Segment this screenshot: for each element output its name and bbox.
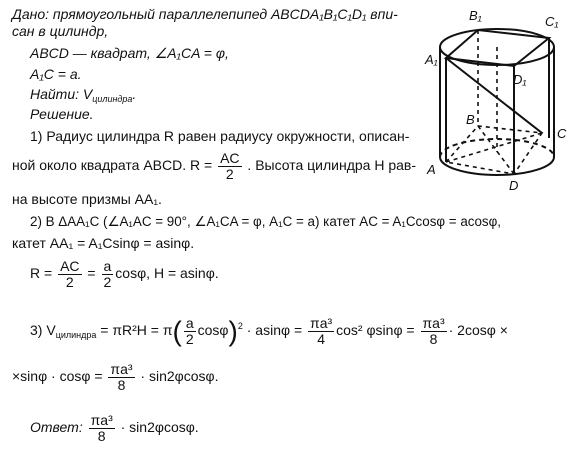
given-line-4: A₁C = a. xyxy=(30,66,82,82)
diagonal-a1-c xyxy=(446,58,542,133)
label-c1: C₁ xyxy=(545,14,559,29)
step1-line2-post: . Высота цилиндра H рав- xyxy=(247,157,417,174)
step3-p3: cos² φsinφ = xyxy=(336,322,415,339)
step3-fraction-d xyxy=(108,362,134,393)
step3-fb-den: 4 xyxy=(317,331,325,347)
step2-f2-num: a xyxy=(103,258,112,274)
cylinder-bottom-front-arc xyxy=(440,157,554,175)
step3-square: 2 xyxy=(237,321,243,332)
step3-paren-open: ( xyxy=(172,315,182,347)
label-a1: A₁ xyxy=(425,52,438,67)
find-end: . xyxy=(132,86,137,102)
step2-eq: = xyxy=(87,265,96,282)
step3-fb-num: πa³ xyxy=(310,315,333,331)
solution-heading: Решение. xyxy=(30,106,94,122)
step2-f1-den: 2 xyxy=(65,274,74,290)
answer-num: πa³ xyxy=(90,412,113,428)
label-b: B xyxy=(466,112,475,127)
answer-post: · sin2φcosφ. xyxy=(120,419,199,436)
step2-line-2: катет AA₁ = A₁Csinφ = asinφ. xyxy=(12,235,195,251)
step3-fraction-b xyxy=(308,316,334,347)
step2-fraction-2 xyxy=(102,259,114,290)
step3-fc-den: 8 xyxy=(429,331,438,347)
given-line-3: ABCD — квадрат, ∠A₁CA = φ, xyxy=(30,45,229,61)
step2-f1-num: AC xyxy=(60,258,80,274)
step3-lead: 3) V xyxy=(30,322,56,339)
step2-line-3 xyxy=(30,259,219,290)
step1-frac-den: 2 xyxy=(225,166,234,182)
answer-label: Ответ: xyxy=(30,419,83,436)
label-d: D xyxy=(509,178,519,192)
step2-line-1: 2) В ΔAA₁C (∠A₁AC = 90°, ∠A₁CA = φ, A₁C = a) катет AC = A₁Ccosφ = acosφ, xyxy=(30,214,502,229)
step2-r-pre: R = xyxy=(30,265,53,282)
step1-frac-num: AC xyxy=(220,150,240,166)
diagonal-b-d xyxy=(478,126,514,174)
step3-fa-num: a xyxy=(185,315,194,331)
answer-den: 8 xyxy=(97,428,106,444)
step3-fd-den: 8 xyxy=(117,377,126,393)
find-subscript: цилиндра xyxy=(92,94,133,104)
answer-fraction xyxy=(89,413,115,444)
step3-line-2 xyxy=(12,362,219,393)
step3-fc-num: πa³ xyxy=(422,315,445,331)
step1-line-3: на высоте призмы AA₁. xyxy=(12,191,162,207)
given-line-2: сан в цилиндр, xyxy=(12,23,109,39)
step3-fd-num: πa³ xyxy=(110,361,133,377)
step2-r-post: cosφ, H = asinφ. xyxy=(115,265,219,282)
step2-f2-den: 2 xyxy=(103,274,112,290)
given-line-1: Дано: прямоугольный параллелепипед ABCDA₁B₁C₁D₁ впи- xyxy=(12,6,398,22)
step1-fraction xyxy=(218,151,241,182)
label-b1: B₁ xyxy=(469,8,482,23)
step3-p2: · asinφ = xyxy=(246,322,303,339)
answer-line xyxy=(30,413,199,444)
step3-fa-den: 2 xyxy=(185,331,194,347)
find-line xyxy=(30,86,136,108)
step3-line-1 xyxy=(30,316,508,347)
label-d1: D₁ xyxy=(513,72,527,87)
label-a: A xyxy=(427,162,436,177)
step3-lead-sub: цилиндра xyxy=(55,330,97,341)
step3-line2-post: · sin2φcosφ. xyxy=(140,368,219,385)
bottom-square xyxy=(446,126,542,174)
step1-line-2 xyxy=(12,151,416,182)
step1-line2-pre: ной около квадрата ABCD. R = xyxy=(12,157,213,174)
step3-paren-close: ) xyxy=(228,315,238,347)
step2-fraction-1 xyxy=(58,259,81,290)
step3-fraction-c xyxy=(421,316,447,347)
cylinder-prism-figure xyxy=(421,2,571,192)
label-c: C xyxy=(557,126,567,141)
step3-p1: = πR²H = π xyxy=(100,322,173,339)
step3-p4: · 2cosφ × xyxy=(448,322,508,339)
step3-line2-pre: ×sinφ · cosφ = xyxy=(12,368,103,385)
step1-line-1: 1) Радиус цилиндра R равен радиусу окружности, описан- xyxy=(30,128,410,144)
find-label: Найти: V xyxy=(30,86,93,102)
step3-fraction-a xyxy=(184,316,196,347)
step3-cos: cosφ xyxy=(197,322,229,339)
